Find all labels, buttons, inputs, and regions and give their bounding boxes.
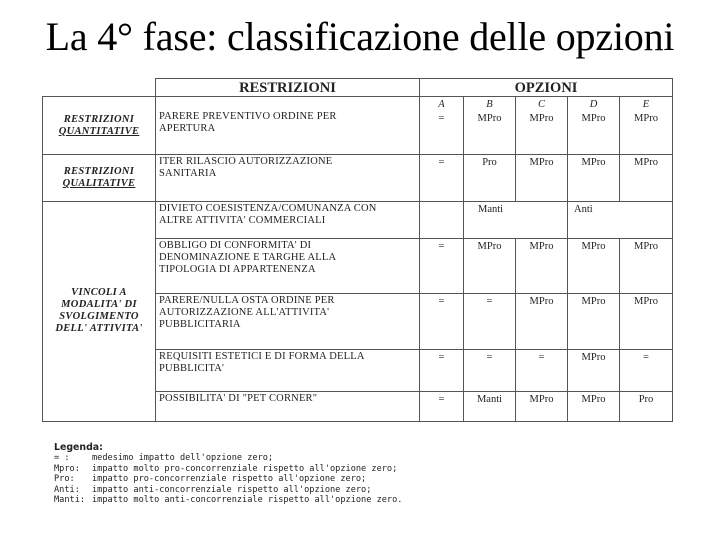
legend-text: impatto molto pro-concorrenziale rispetto all'opzione zero; [92, 463, 398, 474]
option-cell [568, 97, 620, 155]
option-cell [620, 97, 673, 155]
option-value: MPro [568, 391, 620, 421]
option-label-a: A [438, 99, 445, 111]
restriction-cell [156, 294, 420, 349]
restriction-line: REQUISITI ESTETICI E DI FORMA DELLA [159, 350, 365, 362]
legend-item [54, 474, 474, 484]
category-line: SVOLGIMENTO [59, 311, 139, 323]
legend-key: Pro: [54, 474, 75, 485]
legend-key: Mpro: [54, 463, 80, 474]
option-value: MPro [634, 113, 658, 125]
category-line: RESTRIZIONI [63, 166, 135, 178]
restriction-cell [156, 97, 420, 155]
restriction-cell [156, 201, 420, 238]
option-value: MPro [620, 294, 673, 349]
legend-item [54, 495, 474, 505]
legend-text: impatto pro-concorrenziale rispetto all'opzione zero; [92, 474, 367, 485]
restriction-line: APERTURA [159, 123, 216, 135]
category-line: MODALITA' DI [61, 299, 137, 311]
option-cell [464, 97, 516, 155]
option-value: MPro [477, 113, 502, 125]
option-value: = [420, 391, 464, 421]
option-value: Pro [620, 391, 673, 421]
option-value: MPro [516, 391, 568, 421]
restriction-line: ALTRE ATTIVITA' COMMERCIALI [159, 214, 326, 226]
legend-text: impatto molto anti-concorrenziale rispetto all'opzione zero. [92, 495, 403, 506]
slide-title: La 4° fase: classificazione delle opzioni [45, 14, 675, 59]
option-value: MPro [568, 155, 620, 201]
category-line: DELL' ATTIVITA' [55, 323, 143, 335]
restriction-line: AUTORIZZAZIONE ALL'ATTIVITA' [159, 307, 330, 319]
legend-heading: Legenda: [54, 442, 103, 453]
restriction-cell [156, 238, 420, 293]
option-value: = [420, 238, 464, 293]
category-line: VINCOLI A [71, 287, 127, 299]
corner-cell [43, 79, 156, 97]
option-cell [516, 97, 568, 155]
option-value: = [438, 113, 445, 125]
option-value: = [420, 349, 464, 391]
legend-item [54, 464, 474, 474]
restriction-cell [156, 391, 420, 421]
restriction-line: PUBBLICITARIA [159, 319, 241, 331]
option-value: Pro [464, 155, 516, 201]
option-label-e: E [642, 99, 650, 111]
restriction-line: PARERE PREVENTIVO ORDINE PER [159, 111, 337, 123]
legend-item [54, 453, 474, 463]
option-value: = [620, 349, 673, 391]
category-quantitative [43, 97, 156, 155]
category-line: QUALITATIVE [62, 178, 136, 190]
option-value: MPro [516, 155, 568, 201]
category-line: QUANTITATIVE [58, 125, 140, 137]
option-value: MPro [620, 238, 673, 293]
legend-key: Anti: [54, 484, 80, 495]
header-opzioni: OPZIONI [420, 79, 673, 97]
category-qualitative [43, 155, 156, 201]
header-restrizioni: RESTRIZIONI [156, 79, 420, 97]
option-value: MPro [581, 113, 606, 125]
option-value: MPro [516, 238, 568, 293]
legend [54, 443, 474, 505]
restriction-cell [156, 349, 420, 391]
option-value: = [516, 349, 568, 391]
restriction-line: POSSIBILITA' DI "PET CORNER" [159, 392, 318, 404]
option-value: MPro [516, 294, 568, 349]
option-value: = [464, 349, 516, 391]
option-value: Manti [464, 391, 516, 421]
restriction-cell [156, 155, 420, 201]
category-vincoli [43, 201, 156, 421]
restriction-line: DIVIETO COESISTENZA/COMUNANZA CON [159, 202, 377, 214]
category-line: RESTRIZIONI [63, 113, 135, 125]
restriction-line: ITER RILASCIO AUTORIZZAZIONE [159, 156, 333, 168]
classification-table [42, 78, 672, 422]
legend-item [54, 485, 474, 495]
restriction-line: TIPOLOGIA DI APPARTENENZA [159, 263, 316, 275]
option-value: MPro [568, 294, 620, 349]
option-label-c: C [537, 99, 545, 111]
option-value: MPro [529, 113, 554, 125]
restriction-line: OBBLIGO DI CONFORMITA' DI [159, 239, 312, 251]
restriction-line: DENOMINAZIONE E TARGHE ALLA [159, 251, 337, 263]
option-value: = [420, 294, 464, 349]
legend-text: impatto anti-concorrenziale rispetto all'opzione zero; [92, 484, 372, 495]
option-cell [420, 97, 464, 155]
option-value: Manti [464, 201, 568, 238]
option-value: Anti [568, 201, 673, 238]
legend-key: Manti: [54, 495, 86, 506]
legend-text: medesimo impatto dell'opzione zero; [92, 453, 274, 464]
option-value: MPro [464, 238, 516, 293]
option-value [420, 201, 464, 238]
option-label-b: B [486, 99, 493, 111]
option-value: MPro [620, 155, 673, 201]
option-value: MPro [568, 349, 620, 391]
option-value: MPro [568, 238, 620, 293]
restriction-line: SANITARIA [159, 168, 217, 180]
option-value: = [420, 155, 464, 201]
option-value: = [464, 294, 516, 349]
legend-key: = : [54, 453, 70, 464]
option-label-d: D [589, 99, 598, 111]
restriction-line: PUBBLICITA' [159, 362, 225, 374]
restriction-line: PARERE/NULLA OSTA ORDINE PER [159, 295, 335, 307]
